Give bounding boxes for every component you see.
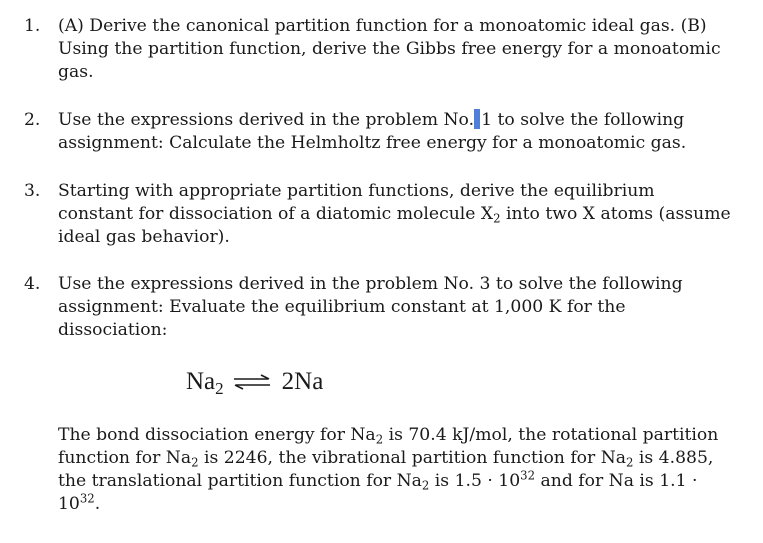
text-cursor (474, 109, 480, 129)
problem-number: 4. (24, 274, 41, 294)
subscript: 2 (191, 455, 199, 470)
problem-text-line: dissociation: (58, 320, 168, 340)
text-segment: constant for dissociation of a diatomic molecule X (58, 204, 494, 224)
text-segment: is 70.4 kJ/mol, the rotational partition (383, 425, 719, 445)
given-data-paragraph (58, 424, 748, 516)
problem-3 (24, 180, 744, 249)
text-segment: is 2246, the vibrational partition function for Na (198, 448, 626, 468)
problem-2 (24, 109, 744, 155)
superscript: 32 (79, 491, 95, 506)
text-segment: is 4.885, (633, 448, 714, 468)
text-segment: is 1.5 · 10 (429, 471, 521, 491)
paragraph-line (58, 470, 748, 493)
problem-text-line: assignment: Calculate the Helmholtz free energy for a monoatomic gas. (58, 133, 687, 153)
subscript: 2 (493, 211, 501, 226)
text-segment: and for Na is 1.1 · (535, 471, 698, 491)
problem-number: 2. (24, 110, 41, 130)
paragraph-line (58, 424, 748, 447)
text-segment: 1 to solve the following (481, 110, 685, 130)
problem-text-line: Using the partition function, derive the Gibbs free energy for a monoatomic (58, 39, 721, 59)
problem-text-line: gas. (58, 62, 94, 82)
problem-text-line: Use the expressions derived in the problem No. 3 to solve the following (58, 274, 683, 294)
reactant: Na (186, 368, 216, 395)
subscript: 2 (375, 432, 384, 447)
problem-number: 3. (24, 181, 41, 201)
text-segment: Use the expressions derived in the problem No. (58, 110, 475, 130)
text-segment: into two X atoms (assume (500, 204, 731, 224)
text-segment: The bond dissociation energy for Na (58, 425, 376, 445)
subscript: 2 (421, 478, 430, 493)
problem-4 (24, 273, 744, 342)
problem-text-line: (A) Derive the canonical partition function for a monoatomic ideal gas. (B) (58, 16, 707, 36)
superscript: 32 (520, 468, 536, 483)
problem-text-line (58, 109, 744, 132)
text-segment: 10 (58, 494, 80, 514)
reactant-subscript: 2 (215, 378, 224, 398)
product: 2Na (281, 368, 324, 395)
problem-text-line (58, 203, 744, 226)
paragraph-line (58, 493, 748, 516)
problem-text-line: ideal gas behavior). (58, 227, 230, 247)
text-segment: the translational partition function for Na (58, 471, 422, 491)
text-segment: function for Na (58, 448, 192, 468)
subscript: 2 (626, 455, 634, 470)
text-segment: . (94, 494, 101, 514)
equilibrium-arrows-icon (232, 365, 272, 401)
problem-text-line: assignment: Evaluate the equilibrium constant at 1,000 K for the (58, 297, 626, 317)
paragraph-line (58, 447, 748, 470)
dissociation-equation (186, 364, 323, 400)
problem-1 (24, 15, 744, 84)
problem-text-line: Starting with appropriate partition functions, derive the equilibrium (58, 181, 655, 201)
problem-number: 1. (24, 16, 41, 36)
